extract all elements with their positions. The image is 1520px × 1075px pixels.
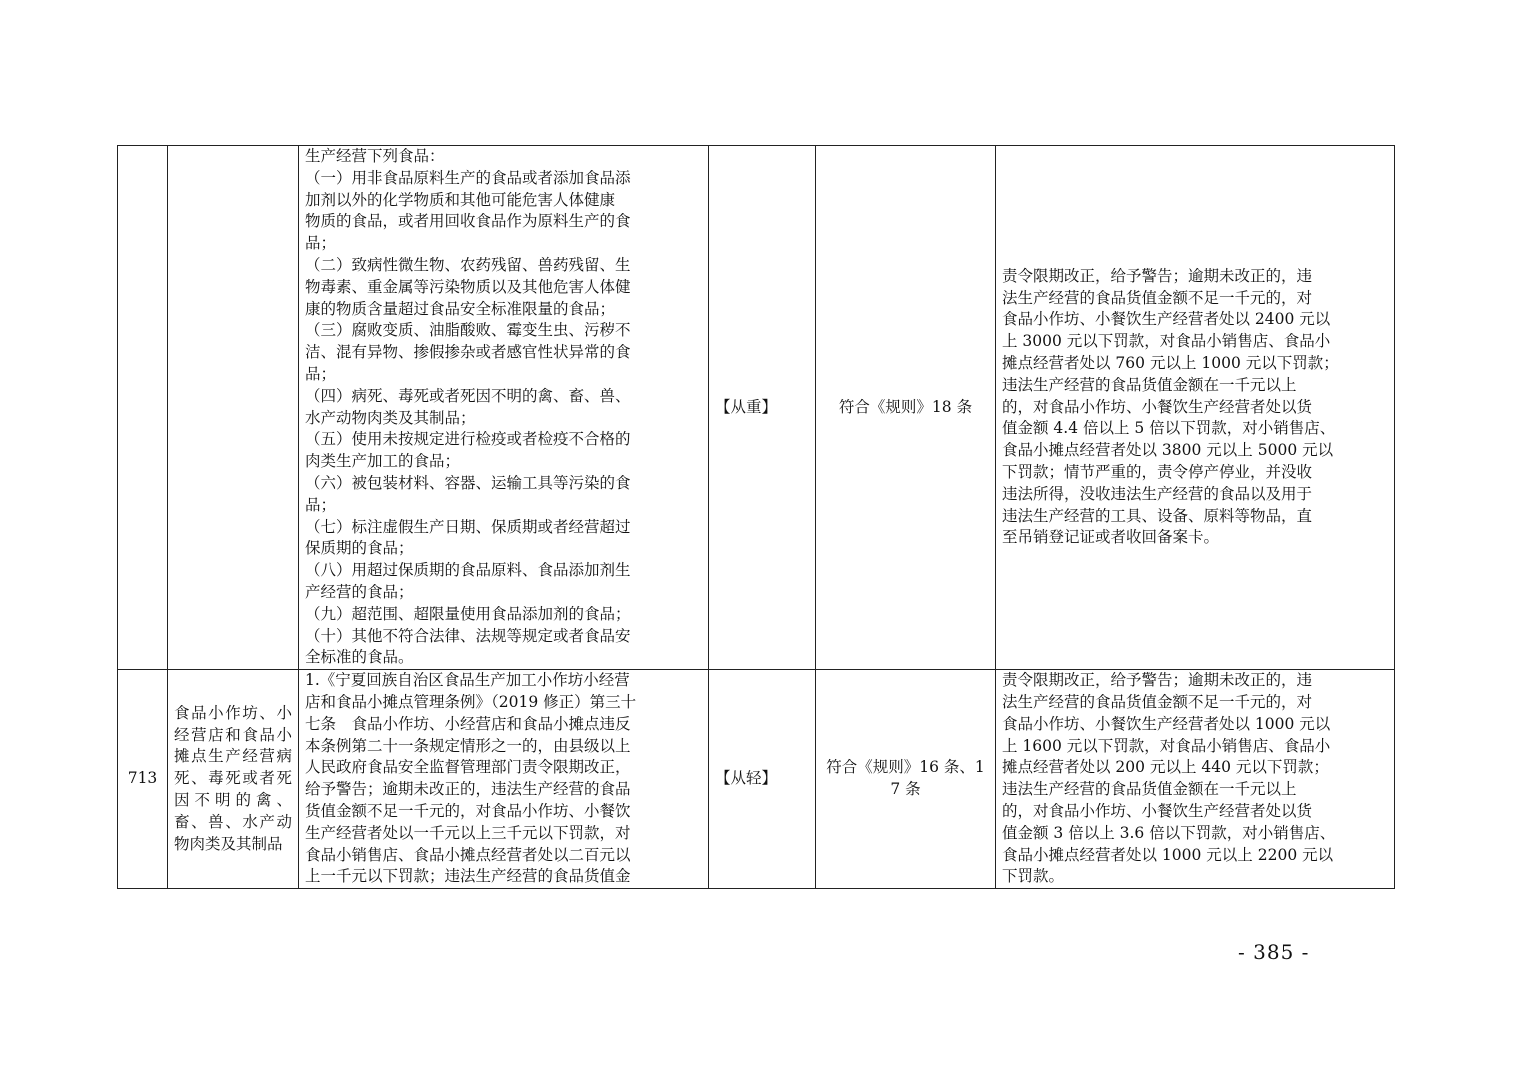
page-number: - 385 - <box>1238 940 1310 964</box>
penalty-standards-table <box>117 145 1395 889</box>
row-number-cell <box>118 146 168 670</box>
violation-item-cell: 食品小作坊、小经营店和食品小摊点生产经营病死、毒死或者死因不明的禽、畜、兽、水产动物肉类及其制品 <box>168 670 299 889</box>
discretion-level-cell: 【从重】 <box>709 146 816 670</box>
text-line: 的，对食品小作坊、小餐饮生产经营者处以货 <box>1002 397 1313 416</box>
applicable-rule-cell: 符合《规则》16 条、17 条 <box>816 670 996 889</box>
text-line: 生产经营者处以一千元以上三千元以下罚款，对 <box>305 823 631 842</box>
text-line: 食品小摊点经营者处以 1000 元以上 2200 元以 <box>1002 845 1334 864</box>
text-line: 水产动物肉类及其制品； <box>305 408 476 427</box>
text-line: 本条例第二十一条规定情形之一的，由县级以上 <box>305 736 631 755</box>
text-line: 加剂以外的化学物质和其他可能危害人体健康 <box>305 190 616 209</box>
text-line: （六）被包装材料、容器、运输工具等污染的食 <box>305 473 631 492</box>
text-line: （七）标注虚假生产日期、保质期或者经营超过 <box>305 517 631 536</box>
text-line: 下罚款；情节严重的，责令停产停业，并没收 <box>1002 463 1313 482</box>
text-line: 七条 食品小作坊、小经营店和食品小摊点违反 <box>305 714 631 733</box>
text-line: 摊点经营者处以 200 元以上 440 元以下罚款； <box>1002 758 1329 777</box>
text-line: 人民政府食品安全监督管理部门责令限期改正， <box>305 758 631 777</box>
text-line: （五）使用未按规定进行检疫或者检疫不合格的 <box>305 430 631 449</box>
text-line: 法生产经营的食品货值金额不足一千元的，对 <box>1002 288 1313 307</box>
text-line: 值金额 3 倍以上 3.6 倍以下罚款，对小销售店、 <box>1002 823 1336 842</box>
violation-item-cell <box>168 146 299 670</box>
row-number-cell: 713 <box>118 670 168 889</box>
text-line: 违法生产经营的食品货值金额在一千元以上 <box>1002 375 1297 394</box>
penalty-standard-cell <box>996 670 1395 889</box>
text-line: 上 1600 元以下罚款，对食品小销售店、食品小 <box>1002 736 1331 755</box>
legal-basis-cell <box>299 146 709 670</box>
text-line: （十）其他不符合法律、法规等规定或者食品安 <box>305 626 631 645</box>
text-line: 上 3000 元以下罚款，对食品小销售店、食品小 <box>1002 332 1331 351</box>
text-line: 生产经营下列食品： <box>305 147 445 165</box>
text-line: 食品小作坊、小餐饮生产经营者处以 1000 元以 <box>1002 714 1331 733</box>
text-line: （四）病死、毒死或者死因不明的禽、畜、兽、 <box>305 386 631 405</box>
table-row <box>118 146 1395 670</box>
text-line: 违法生产经营的工具、设备、原料等物品，直 <box>1002 506 1313 525</box>
text-line: 全标准的食品。 <box>305 648 414 667</box>
text-line: 违法所得，没收违法生产经营的食品以及用于 <box>1002 484 1313 503</box>
text-line: （一）用非食品原料生产的食品或者添加食品添 <box>305 168 631 187</box>
text-line: 品； <box>305 495 337 514</box>
text-line: 1.《宁夏回族自治区食品生产加工小作坊小经营 <box>305 671 630 690</box>
text-line: 违法生产经营的食品货值金额在一千元以上 <box>1002 780 1297 799</box>
legal-basis-text <box>305 146 702 669</box>
text-line: 法生产经营的食品货值金额不足一千元的，对 <box>1002 692 1313 711</box>
penalty-standard-text <box>1002 266 1388 549</box>
text-line: （二）致病性微生物、农药残留、兽药残留、生 <box>305 255 631 274</box>
text-line: 物质的食品，或者用回收食品作为原料生产的食 <box>305 212 631 231</box>
penalty-standard-cell <box>996 146 1395 670</box>
text-line: 肉类生产加工的食品； <box>305 452 461 471</box>
text-line: 责令限期改正，给予警告；逾期未改正的，违 <box>1002 671 1313 690</box>
text-line: 货值金额不足一千元的，对食品小作坊、小餐饮 <box>305 801 631 820</box>
legal-basis-cell <box>299 670 709 889</box>
text-line: 上一千元以下罚款；违法生产经营的食品货值金 <box>305 867 631 886</box>
applicable-rule-cell: 符合《规则》18 条 <box>816 146 996 670</box>
text-line: 食品小作坊、小餐饮生产经营者处以 2400 元以 <box>1002 310 1331 329</box>
text-line: 值金额 4.4 倍以上 5 倍以下罚款，对小销售店、 <box>1002 419 1336 438</box>
penalty-standard-text <box>1002 670 1388 888</box>
discretion-level-cell: 【从轻】 <box>709 670 816 889</box>
text-line: 食品小摊点经营者处以 3800 元以上 5000 元以 <box>1002 441 1334 460</box>
legal-basis-text <box>305 670 702 888</box>
text-line: （八）用超过保质期的食品原料、食品添加剂生 <box>305 561 631 580</box>
text-line: 洁、混有异物、掺假掺杂或者感官性状异常的食 <box>305 343 631 362</box>
text-line: 物毒素、重金属等污染物质以及其他危害人体健 <box>305 277 631 296</box>
text-line: 摊点经营者处以 760 元以上 1000 元以下罚款； <box>1002 354 1339 373</box>
text-line: （三）腐败变质、油脂酸败、霉变生虫、污秽不 <box>305 321 631 340</box>
text-line: 康的物质含量超过食品安全标准限量的食品； <box>305 299 616 318</box>
table-row <box>118 670 1395 889</box>
text-line: 的，对食品小作坊、小餐饮生产经营者处以货 <box>1002 801 1313 820</box>
text-line: 食品小销售店、食品小摊点经营者处以二百元以 <box>305 845 631 864</box>
text-line: 产经营的食品； <box>305 582 414 601</box>
text-line: （九）超范围、超限量使用食品添加剂的食品； <box>305 604 631 623</box>
text-line: 下罚款。 <box>1002 867 1065 886</box>
text-line: 保质期的食品； <box>305 539 414 558</box>
text-line: 品； <box>305 364 337 383</box>
text-line: 店和食品小摊点管理条例》（2019 修正）第三十 <box>305 692 637 711</box>
text-line: 至吊销登记证或者收回备案卡。 <box>1002 528 1220 547</box>
text-line: 责令限期改正，给予警告；逾期未改正的，违 <box>1002 266 1313 285</box>
text-line: 给予警告；逾期未改正的，违法生产经营的食品 <box>305 780 631 799</box>
text-line: 品； <box>305 234 337 253</box>
